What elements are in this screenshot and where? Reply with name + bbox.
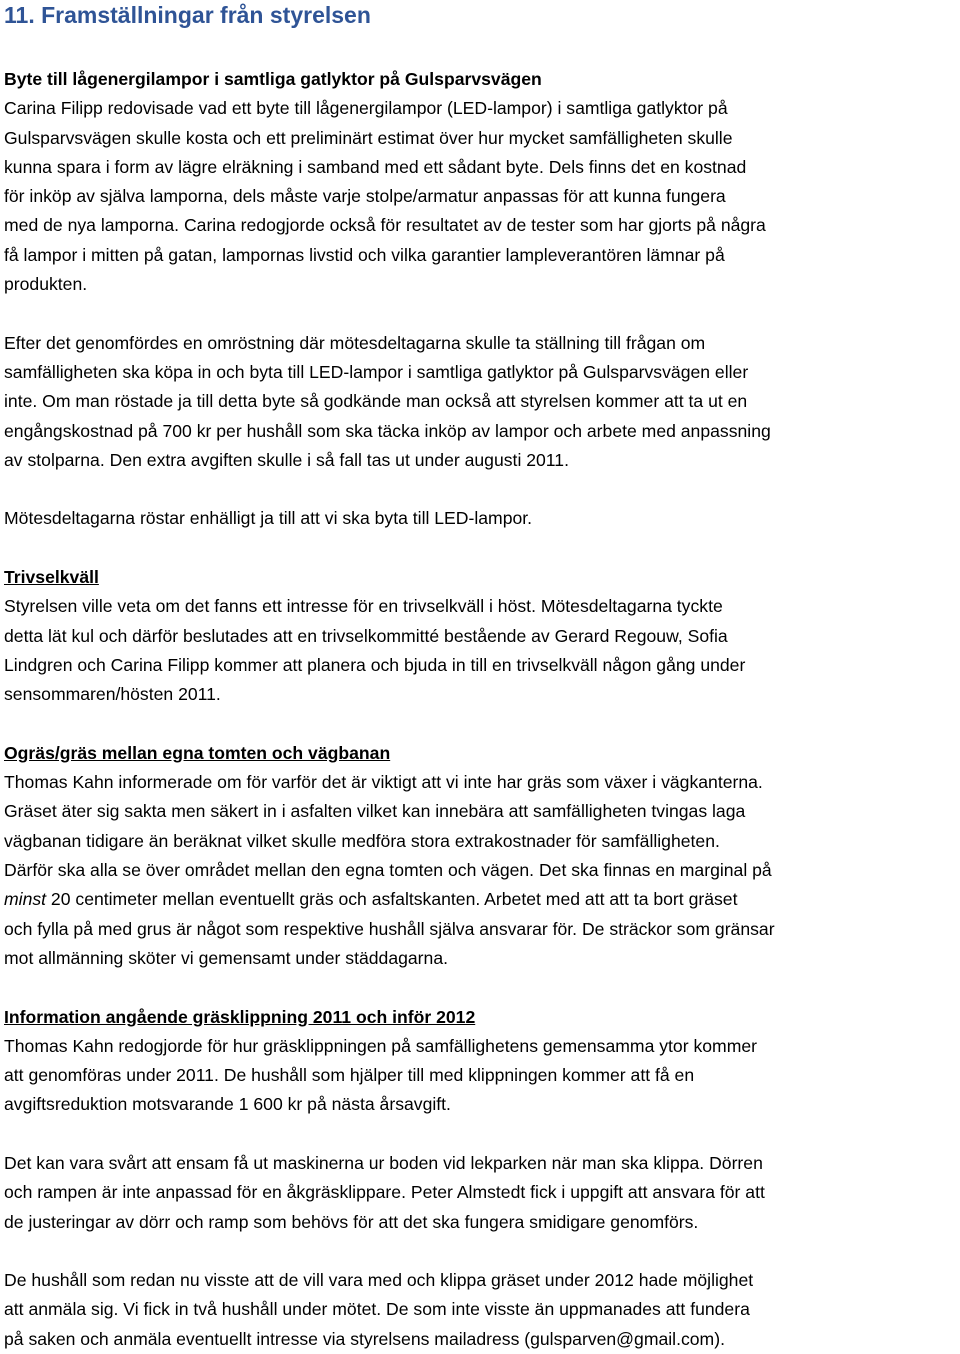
paragraph-gap: [4, 475, 956, 504]
text-line: för inköp av själva lamporna, dels måste varje stolpe/armatur anpassas för att kunna fungera: [4, 182, 956, 211]
text-line: samfälligheten ska köpa in och byta till LED-lampor i samtliga gatlyktor på Gulsparvsvägen eller: [4, 358, 956, 387]
section-heading: Ogräs/gräs mellan egna tomten och vägbanan: [4, 739, 956, 768]
text-line: och rampen är inte anpassad för en åkgräsklippare. Peter Almstedt fick i uppgift att ansvara för att: [4, 1178, 956, 1207]
text-line: Efter det genomfördes en omröstning där mötesdeltagarna skulle ta ställning till frågan om: [4, 329, 956, 358]
text-line: Det kan vara svårt att ensam få ut maskinerna ur boden vid lekparken när man ska klippa. Dörren: [4, 1149, 956, 1178]
paragraph: [4, 592, 956, 709]
text-line: kunna spara i form av lägre elräkning i samband med ett sådant byte. Dels finns det en kostnad: [4, 153, 956, 182]
section-heading: Byte till lågenergilampor i samtliga gatlyktor på Gulsparvsvägen: [4, 65, 956, 94]
text-line: produkten.: [4, 270, 956, 299]
paragraph: [4, 768, 956, 973]
paragraph: [4, 1149, 956, 1237]
text-line: att genomföras under 2011. De hushåll som hjälper till med klippningen kommer att få en: [4, 1061, 956, 1090]
section-gap: [4, 534, 956, 563]
text-line: och fylla på med grus är något som respektive hushåll själva ansvarar för. De sträckor som gränsar: [4, 915, 956, 944]
title-spacer: [4, 29, 956, 65]
text-line: Mötesdeltagarna röstar enhälligt ja till att vi ska byta till LED-lampor.: [4, 504, 956, 533]
text-line: vägbanan tidigare än beräknat vilket skulle medföra stora extrakostnader för samfälligheten.: [4, 827, 956, 856]
emphasis: minst: [4, 889, 46, 909]
text-line: avgiftsreduktion motsvarande 1 600 kr på nästa årsavgift.: [4, 1090, 956, 1119]
text-line: Styrelsen ville veta om det fanns ett intresse för en trivselkväll i höst. Mötesdeltagarna tyckte: [4, 592, 956, 621]
text-line: att anmäla sig. Vi fick in två hushåll under mötet. De som inte visste än uppmanades att fundera: [4, 1295, 956, 1324]
document-body: [4, 65, 956, 1354]
text-line: få lampor i mitten på gatan, lampornas livstid och vilka garantier lampleverantören lämnar på: [4, 241, 956, 270]
text-line: av stolparna. Den extra avgiften skulle i så fall tas ut under augusti 2011.: [4, 446, 956, 475]
paragraph: [4, 504, 956, 533]
text-line: Gulsparvsvägen skulle kosta och ett preliminärt estimat över hur mycket samfälligheten skulle: [4, 124, 956, 153]
text-line: mot allmänning sköter vi gemensamt under städdagarna.: [4, 944, 956, 973]
text-line: Carina Filipp redovisade vad ett byte till lågenergilampor (LED-lampor) i samtliga gatlyktor på: [4, 94, 956, 123]
paragraph: [4, 329, 956, 475]
text-line: engångskostnad på 700 kr per hushåll som ska täcka inköp av lampor och arbete med anpassning: [4, 417, 956, 446]
section-heading: Trivselkväll: [4, 563, 956, 592]
section-title: 11. Framställningar från styrelsen: [4, 0, 956, 29]
paragraph: [4, 94, 956, 299]
text-line: Thomas Kahn redogjorde för hur gräsklippningen på samfällighetens gemensamma ytor kommer: [4, 1032, 956, 1061]
paragraph-gap: [4, 1120, 956, 1149]
section-gap: [4, 973, 956, 1002]
document-page: [4, 0, 956, 1354]
text-line: på saken och anmäla eventuellt intresse via styrelsens mailadress (gulsparven@gmail.com).: [4, 1325, 956, 1354]
paragraph-gap: [4, 299, 956, 328]
document-section: [4, 1003, 956, 1354]
text-line: Lindgren och Carina Filipp kommer att planera och bjuda in till en trivselkväll någon gång under: [4, 651, 956, 680]
section-heading: Information angående gräsklippning 2011 och inför 2012: [4, 1003, 956, 1032]
section-gap: [4, 710, 956, 739]
text-line: Gräset äter sig sakta men säkert in i asfalten vilket kan innebära att samfälligheten tvingas laga: [4, 797, 956, 826]
text-line: Thomas Kahn informerade om för varför det är viktigt att vi inte har gräs som växer i vägkanterna.: [4, 768, 956, 797]
paragraph: [4, 1266, 956, 1354]
text-line: de justeringar av dörr och ramp som behövs för att det ska fungera smidigare genomförs.: [4, 1208, 956, 1237]
document-section: [4, 739, 956, 973]
text-line: minst 20 centimeter mellan eventuellt gräs och asfaltskanten. Arbetet med att att ta bort gräset: [4, 885, 956, 914]
text-line: med de nya lamporna. Carina redogjorde också för resultatet av de tester som har gjorts på några: [4, 211, 956, 240]
paragraph-gap: [4, 1237, 956, 1266]
document-section: [4, 563, 956, 709]
document-section: [4, 65, 956, 534]
paragraph: [4, 1032, 956, 1120]
text-line: inte. Om man röstade ja till detta byte så godkände man också att styrelsen kommer att ta ut en: [4, 387, 956, 416]
text-line: detta lät kul och därför beslutades att en trivselkommitté bestående av Gerard Regouw, Sofia: [4, 622, 956, 651]
text-line: De hushåll som redan nu visste att de vill vara med och klippa gräset under 2012 hade möjlighet: [4, 1266, 956, 1295]
text-line: sensommaren/hösten 2011.: [4, 680, 956, 709]
text-line: Därför ska alla se över området mellan den egna tomten och vägen. Det ska finnas en marginal på: [4, 856, 956, 885]
